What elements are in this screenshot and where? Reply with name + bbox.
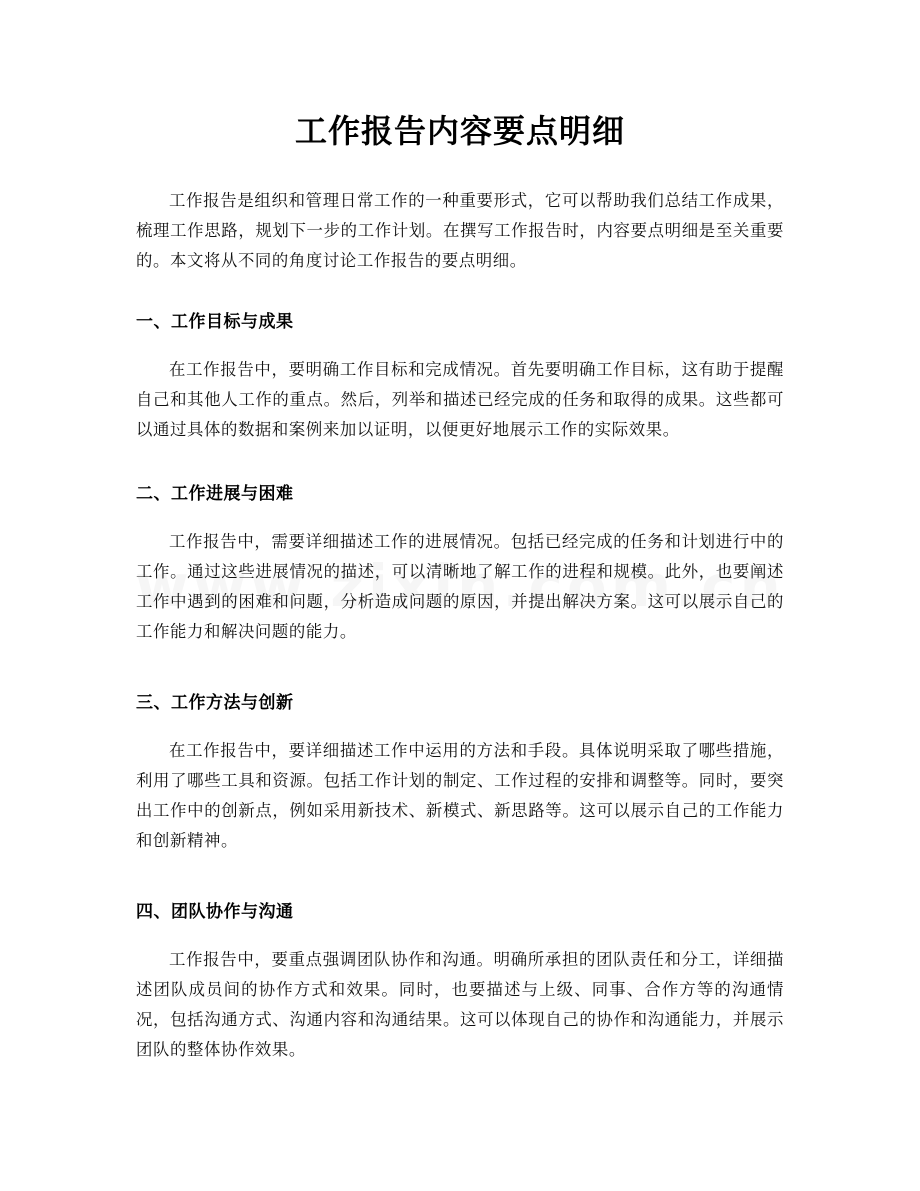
section-body-4: 工作报告中，要重点强调团队协作和沟通。明确所承担的团队责任和分工，详细描述团队成员间的协作方式和效果。同时，也要描述与上级、同事、合作方等的沟通情况，包括沟通方式、沟通内容和沟通结果。这可以体现自己的协作和沟通能力，并展示团队的整体协作效果。 xyxy=(136,950,784,1059)
document-title: 工作报告内容要点明细 xyxy=(294,112,625,150)
section-body-2: 工作报告中，需要详细描述工作的进展情况。包括已经完成的任务和计划进行中的工作。通过这些进展情况的描述，可以清晰地了解工作的进程和规模。此外，也要阐述工作中遇到的困难和问题，分析造成问题的原因，并提出解决方案。这可以展示自己的工作能力和解决问题的能力。 xyxy=(136,532,784,641)
section-body-3: 在工作报告中，要详细描述工作中运用的方法和手段。具体说明采取了哪些措施，利用了哪些工具和资源。包括工作计划的制定、工作过程的安排和调整等。同时，要突出工作中的创新点，例如采用新技术、新模式、新思路等。这可以展示自己的工作能力和创新精神。 xyxy=(136,741,784,850)
intro-paragraph: 工作报告是组织和管理日常工作的一种重要形式，它可以帮助我们总结工作成果，梳理工作思路，规划下一步的工作计划。在撰写工作报告时，内容要点明细是至关重要的。本文将从不同的角度讨论工作报告的要点明细。 xyxy=(136,191,784,270)
section-heading-4: 四、团队协作与沟通 xyxy=(136,902,294,922)
section-heading-2: 二、工作进展与困难 xyxy=(136,484,294,504)
section-heading-3: 三、工作方法与创新 xyxy=(136,693,294,713)
section-body-1: 在工作报告中，要明确工作目标和完成情况。首先要明确工作目标，这有助于提醒自己和其他人工作的重点。然后，列举和描述已经完成的任务和取得的成果。这些都可以通过具体的数据和案例来加以证明，以便更好地展示工作的实际效果。 xyxy=(136,360,784,439)
section-heading-1: 一、工作目标与成果 xyxy=(136,312,294,332)
